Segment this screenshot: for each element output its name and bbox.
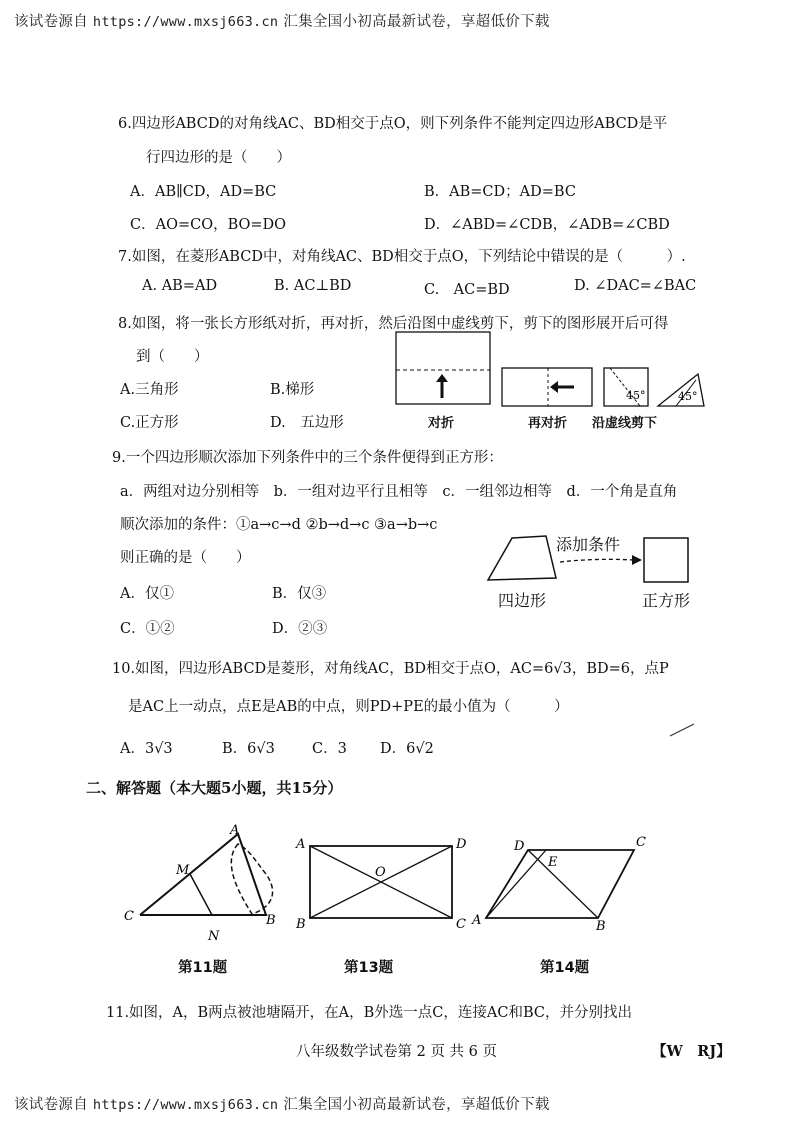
- fig14-caption: 第14题: [540, 960, 590, 976]
- bottom-watermark: [14, 1093, 550, 1114]
- fig11-label-c: C: [124, 909, 134, 924]
- fig14-label-c: C: [636, 835, 646, 850]
- q7-option-c: C. AC=BD: [424, 282, 510, 298]
- fig11-label-m: M: [176, 863, 190, 878]
- q10-stem: 10.如图，四边形ABCD是菱形，对角线AC，BD相交于点O，AC=6√3，BD=6，点P: [112, 661, 669, 677]
- fig11-label-a: A: [230, 823, 240, 838]
- q9-fig-quad-label: 四边形: [498, 591, 547, 610]
- section-2-title: 二、解答题（本大题5小题，共15分）: [86, 779, 343, 797]
- fig11: [120, 822, 290, 942]
- fig13-label-b: B: [296, 917, 306, 932]
- q9-stem: 9.一个四边形顺次添加下列条件中的三个条件便得到正方形：: [112, 450, 503, 466]
- q10-option-d: D．6√2: [380, 741, 434, 757]
- pond-shape: [231, 844, 272, 914]
- q9-conditions: a．两组对边分别相等 b．一组对边平行且相等 c．一组邻边相等 d．一个角是直角: [120, 484, 678, 500]
- fig14-label-e: E: [548, 855, 558, 870]
- q8-option-c: C.正方形: [120, 415, 179, 431]
- q9-option-b: B．仅③: [272, 586, 327, 602]
- fig14: [470, 826, 660, 936]
- angle-label-2: 45°: [678, 390, 698, 403]
- q9-fig-add-label: 添加条件: [556, 535, 621, 554]
- fig13-label-a: A: [296, 837, 306, 852]
- q9-option-d: D．②③: [272, 621, 328, 637]
- q6-stem-cont: 行四边形的是（ ）: [146, 150, 291, 166]
- q9-ask: 则正确的是（ ）: [120, 550, 251, 566]
- watermark-suffix: 汇集全国小初高最新试卷，享超低价下载: [283, 14, 550, 30]
- q8-option-d: D. 五边形: [270, 415, 344, 431]
- q9-option-c: C．①②: [120, 621, 175, 637]
- q8-stem-cont: 到（ ）: [136, 349, 209, 365]
- watermark-suffix: 汇集全国小初高最新试卷，享超低价下载: [283, 1097, 550, 1113]
- q8-stem: 8.如图，将一张长方形纸对折，再对折，然后沿图中虚线剪下，剪下的图形展开后可得: [118, 316, 669, 332]
- q7-option-b: B. AC⊥BD: [274, 278, 352, 294]
- fig11-label-b: B: [266, 913, 276, 928]
- fig11-caption: 第11题: [178, 960, 228, 976]
- watermark-url[interactable]: https://www.mxsj663.cn: [92, 1097, 279, 1113]
- q7-stem: 7.如图，在菱形ABCD中，对角线AC、BD相交于点O，下列结论中错误的是（ ）.: [118, 249, 686, 265]
- q9-option-a: A．仅①: [120, 586, 174, 602]
- q8-option-b: B.梯形: [270, 382, 315, 398]
- q10-stem-cont: 是AC上一动点，点E是AB的中点，则PD+PE的最小值为（ ）: [128, 699, 569, 715]
- q6-option-d: D．∠ABD=∠CDB，∠ADB=∠CBD: [424, 217, 670, 233]
- fold-label-3: 沿虚线剪下: [592, 416, 658, 431]
- q6-option-c: C．AO=CO，BO=DO: [130, 217, 287, 233]
- watermark-url[interactable]: https://www.mxsj663.cn: [92, 14, 279, 30]
- q10-option-a: A．3√3: [120, 741, 173, 757]
- pen-mark: [668, 720, 698, 740]
- q10-option-c: C．3: [312, 741, 347, 757]
- square-shape: [644, 538, 688, 582]
- page-footer: 八年级数学试卷第 2 页 共 6 页: [296, 1044, 497, 1060]
- fold-label-2: 再对折: [528, 416, 568, 431]
- angle-label-1: 45°: [626, 389, 646, 402]
- fig13: [292, 832, 472, 932]
- watermark-prefix: 该试卷源自: [14, 1097, 88, 1113]
- q9-fig-square-label: 正方形: [642, 591, 691, 610]
- q7-option-a: A. AB=AD: [142, 278, 218, 294]
- fig13-caption: 第13题: [344, 960, 394, 976]
- fold-label-1: 对折: [428, 416, 455, 431]
- q6-option-b: B．AB=CD；AD=BC: [424, 184, 576, 200]
- fig14-label-a: A: [472, 913, 482, 928]
- q9-order: 顺次添加的条件：①a→c→d ②b→d→c ③a→b→c: [120, 517, 438, 533]
- q6-option-a: A．AB∥CD，AD=BC: [130, 184, 277, 200]
- q7-option-d: D. ∠DAC=∠BAC: [574, 278, 697, 294]
- watermark-prefix: 该试卷源自: [14, 14, 88, 30]
- fold-rect-1: [396, 332, 490, 404]
- q8-option-a: A.三角形: [120, 382, 179, 398]
- dashed-arrow-icon: [560, 559, 634, 562]
- q10-option-b: B．6√3: [222, 741, 275, 757]
- fig11-label-n: N: [208, 929, 220, 944]
- paper-code: 【W RJ】: [652, 1043, 731, 1060]
- fig13-label-o: O: [375, 865, 386, 880]
- q11-stem: 11.如图，A，B两点被池塘隔开，在A，B外选一点C，连接AC和BC，并分别找出: [106, 1005, 632, 1021]
- fold-rect-2: [502, 368, 592, 406]
- fig14-label-b: B: [596, 919, 606, 934]
- fig13-label-d: D: [456, 837, 467, 852]
- fig13-label-c: C: [456, 917, 466, 932]
- fold-cut-triangle: [658, 374, 704, 406]
- top-watermark: [14, 10, 550, 31]
- fold-square-cut: [604, 368, 648, 406]
- quadrilateral-shape: [488, 536, 556, 580]
- fig14-label-d: D: [514, 839, 525, 854]
- q6-stem: 6.四边形ABCD的对角线AC、BD相交于点O，则下列条件不能判定四边形ABCD是平: [118, 116, 668, 132]
